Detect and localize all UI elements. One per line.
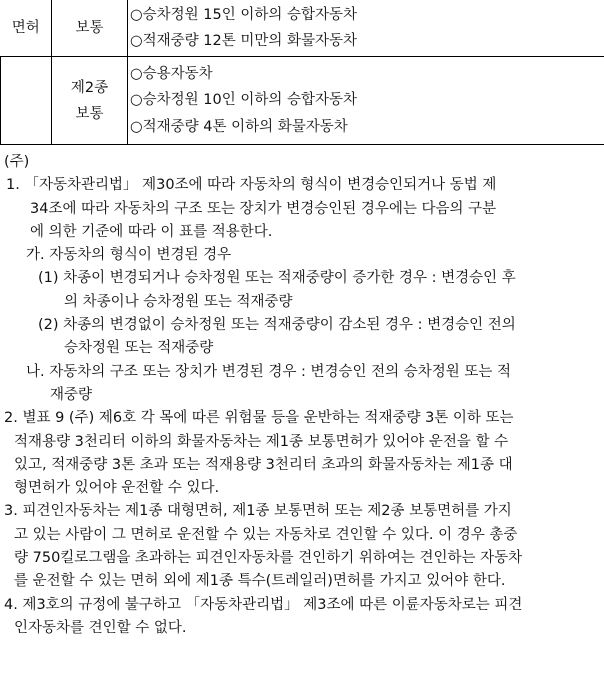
license-category-cell <box>1 0 52 57</box>
vehicle-list-cell <box>128 0 604 57</box>
note-line: 형면허가 있어야 운전할 수 있다. <box>14 480 220 497</box>
note-line: 량 750킬로그램을 초과하는 피견인자동차를 견인하기 위하여는 견인하는 자동차 <box>14 550 523 567</box>
notes-section <box>0 151 604 640</box>
vehicle-item: ○승용자동차 <box>130 65 213 82</box>
note-line: 1. 「자동차관리법」 제30조에 따라 자동차의 형식이 변경승인되거나 동법 제 <box>6 177 497 194</box>
license-class-label: 보통 <box>75 105 104 122</box>
license-class-label: 제2종 <box>70 79 109 96</box>
note-line: 있고, 적재중량 3톤 초과 또는 적재용량 3천리터 초과의 화물자동차는 제1종 대 <box>14 456 513 473</box>
note-line: 2. 별표 9 (주) 제6호 각 목에 따른 위험물 등을 운반하는 적재중량 3톤 이하 또는 <box>4 410 514 427</box>
note-line: 가. 자동차의 형식이 변경된 경우 <box>26 247 232 264</box>
note-line: 3. 피견인자동차는 제1종 대형면허, 제1종 보통면허 또는 제2종 보통면허를 가지 <box>4 503 512 520</box>
note-line: 의 차종이나 승차정원 또는 적재중량 <box>64 293 293 310</box>
note-line: 4. 제3호의 규정에 불구하고 「자동차관리법」 제3조에 따른 이륜자동차로는 피견 <box>4 596 523 613</box>
note-line: 재중량 <box>50 386 93 403</box>
note-line: 34조에 따라 자동차의 구조 또는 장치가 변경승인된 경우에는 다음의 구분 <box>30 200 497 217</box>
note-line: 적재용량 3천리터 이하의 화물자동차는 제1종 보통면허가 있어야 운전을 할 수 <box>14 433 509 450</box>
vehicle-list-cell <box>128 57 604 145</box>
license-row-class1-regular <box>1 0 604 57</box>
note-line: (1) 차종이 변경되거나 승차정원 또는 적재중량이 증가한 경우 : 변경승인 후 <box>38 270 516 287</box>
vehicle-item: ○승차정원 15인 이하의 승합자동차 <box>130 6 358 23</box>
vehicle-item: ○적재중량 4톤 이하의 화물자동차 <box>130 118 348 135</box>
license-table <box>0 0 604 145</box>
license-class-cell <box>52 57 128 145</box>
vehicle-item: ○승차정원 10인 이하의 승합자동차 <box>130 92 358 109</box>
note-line: 승차정원 또는 적재중량 <box>64 340 214 357</box>
note-line: 에 의한 기준에 따라 이 표를 적용한다. <box>30 223 273 240</box>
license-category-label: 면허 <box>11 20 40 36</box>
license-category-cell-empty <box>1 57 52 145</box>
note-line: 를 운전할 수 있는 면허 외에 제1종 특수(트레일러)면허를 가지고 있어야 한다. <box>14 573 506 590</box>
note-line: (2) 차종의 변경없이 승차정원 또는 적재중량이 감소된 경우 : 변경승인 전의 <box>38 317 516 334</box>
note-line: 고 있는 사람이 그 면허로 운전할 수 있는 자동차로 견인할 수 있다. 이 경우 총중 <box>14 526 518 543</box>
license-class-label: 보통 <box>75 20 104 36</box>
note-line: 인자동차를 견인할 수 없다. <box>14 619 187 636</box>
note-line: 나. 자동차의 구조 또는 장치가 변경된 경우 : 변경승인 전의 승차정원 또는 적 <box>26 363 512 380</box>
vehicle-item: ○적재중량 12톤 미만의 화물자동차 <box>130 33 358 49</box>
license-class-cell <box>52 0 128 57</box>
license-row-class2-regular <box>1 57 604 145</box>
notes-heading: (주) <box>4 154 30 170</box>
